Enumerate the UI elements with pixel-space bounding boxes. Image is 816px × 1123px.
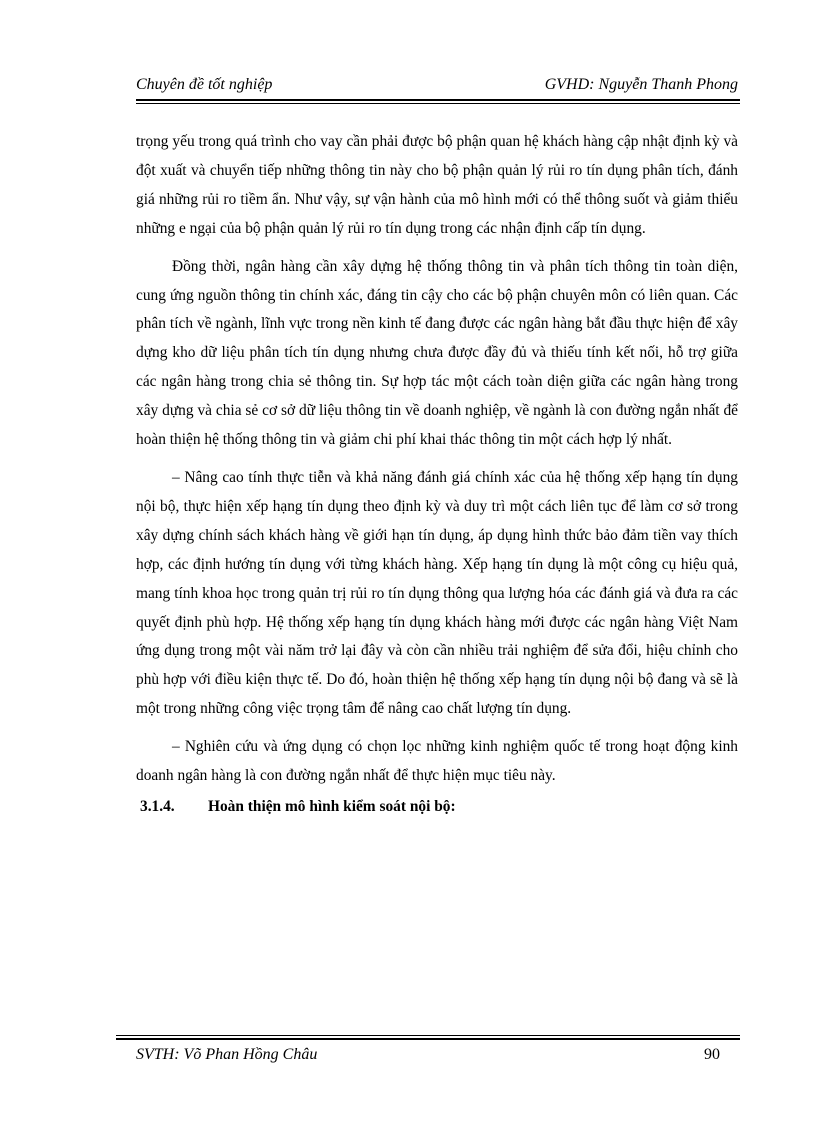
page-footer: [136, 1046, 720, 1070]
paragraph: trọng yếu trong quá trình cho vay cần phải được bộ phận quan hệ khách hàng cập nhật định kỳ và đột xuất và chuyển tiếp những thông tin này cho bộ phận quản lý rủi ro tín dụng phân tích, đánh giá những rủi ro tiềm ẩn. Như vậy, sự vận hành của mô hình mới có thể thông suốt và giảm thiểu những e ngại của bộ phận quản lý rủi ro tín dụng trong các nhận định cấp tín dụng.: [136, 133, 738, 237]
section-title: Hoàn thiện mô hình kiểm soát nội bộ:: [208, 797, 456, 815]
paragraph: – Nâng cao tính thực tiễn và khả năng đánh giá chính xác của hệ thống xếp hạng tín dụng nội bộ, thực hiện xếp hạng tín dụng theo định kỳ và duy trì một cách liên tục để làm cơ sở trong xây dựng chính sách khách hàng về giới hạn tín dụng, áp dụng hình thức bảo đảm tiền vay thích hợp, các định hướng tín dụng với từng khách hàng. Xếp hạng tín dụng là một công cụ hiệu quả, mang tính khoa học trong quản trị rủi ro tín dụng thông qua lượng hóa các đánh giá và đưa ra các quyết định phù hợp. Hệ thống xếp hạng tín dụng khách hàng mới được các ngân hàng Việt Nam ứng dụng trong một vài năm trở lại đây và còn cần nhiều trải nghiệm để sửa đổi, hiệu chỉnh cho phù hợp với điều kiện thực tế. Do đó, hoàn thiện hệ thống xếp hạng tín dụng nội bộ đang và sẽ là một trong những công việc trọng tâm để nâng cao chất lượng tín dụng.: [136, 468, 738, 718]
page-header: [136, 74, 738, 98]
header-divider-thin: [136, 103, 740, 104]
paragraph: Đồng thời, ngân hàng cần xây dựng hệ thống thông tin và phân tích thông tin toàn diện, cung ứng nguồn thông tin chính xác, đáng tin cậy cho các bộ phận chuyên môn có liên quan. Các phân tích về ngành, lĩnh vực trong nền kinh tế đang được các ngân hàng bắt đầu thực hiện để xây dựng kho dữ liệu phân tích tín dụng nhưng chưa được đầy đủ và thiếu tính kết nối, hỗ trợ giữa các ngân hàng trong chia sẻ thông tin. Sự hợp tác một cách toàn diện giữa các ngân hàng trong xây dựng và chia sẻ cơ sở dữ liệu thông tin về doanh nghiệp, về ngành là con đường ngắn nhất để hoàn thiện hệ thống thông tin và giảm chi phí khai thác thông tin một cách hợp lý nhất.: [136, 257, 738, 449]
header-document-title: Chuyên đề tốt nghiệp: [136, 76, 273, 93]
footer-divider: [116, 1038, 740, 1040]
page-number: 90: [704, 1046, 720, 1063]
header-supervisor: GVHD: Nguyễn Thanh Phong: [544, 76, 738, 93]
paragraph: – Nghiên cứu và ứng dụng có chọn lọc những kinh nghiệm quốc tế trong hoạt động kinh doanh ngân hàng là con đường ngắn nhất để thực hiện mục tiêu này.: [136, 738, 738, 785]
section-number: 3.1.4.: [140, 797, 175, 815]
body-text: [136, 128, 738, 822]
footer-student: SVTH: Võ Phan Hồng Châu: [136, 1046, 318, 1063]
section-heading: [136, 793, 738, 822]
header-divider: [136, 99, 740, 101]
footer-divider-thin: [116, 1035, 740, 1036]
